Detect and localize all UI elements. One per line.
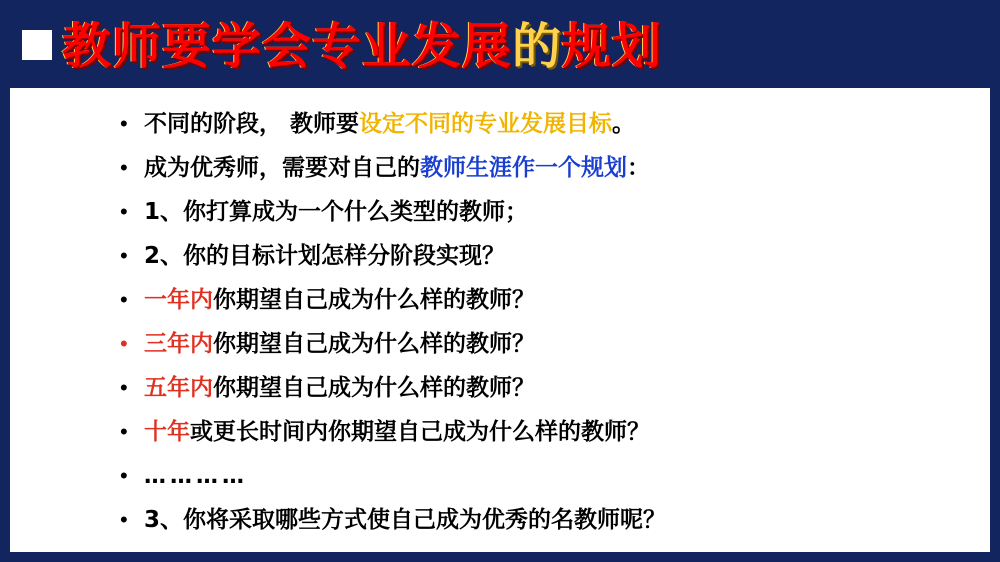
bullet-marker-icon: •	[120, 155, 128, 180]
bullet-marker-icon: •	[120, 243, 128, 268]
bullet-marker-icon: •	[120, 463, 128, 488]
slide-body	[10, 88, 990, 552]
bullet-line	[120, 102, 990, 146]
text-segment: 五年内	[144, 375, 213, 401]
text-segment: 设定不同的专业发展目标	[359, 111, 613, 137]
bullet-line	[120, 410, 990, 454]
text-segment: 你期望自己成为什么样的教师？	[213, 375, 535, 401]
bullet-line	[120, 190, 990, 234]
bullet-marker-icon: •	[120, 375, 128, 400]
bullet-text	[144, 146, 650, 190]
bullet-marker-icon: •	[120, 331, 128, 356]
text-segment: 三年内	[144, 331, 213, 357]
text-segment: 。	[612, 111, 636, 137]
text-segment: 3、你将采取哪些方式使自己成为优秀的名教师呢？	[144, 507, 667, 533]
text-segment: ：	[627, 155, 650, 181]
bullet-text	[144, 102, 635, 146]
text-segment: 一年内	[144, 287, 213, 313]
bullet-marker-icon: •	[120, 419, 128, 444]
bullet-line	[120, 234, 990, 278]
bullet-text	[144, 322, 535, 366]
bullet-line	[120, 366, 990, 410]
text-segment: 不同的阶段， 教师要	[144, 111, 360, 137]
text-segment: 成为优秀师，需要对自己的	[144, 155, 420, 181]
bullet-text	[144, 498, 666, 542]
bullet-line	[120, 454, 990, 498]
slide-title-bar	[0, 0, 1000, 88]
bullet-marker-icon: •	[120, 111, 128, 136]
bullet-text	[144, 454, 248, 499]
title-segment: 教师要学会专业发展	[62, 18, 513, 75]
bullet-marker-icon: •	[120, 199, 128, 224]
text-segment: 教师生涯作一个规划	[420, 155, 627, 181]
square-marker-icon	[22, 30, 52, 60]
bullet-line	[120, 322, 990, 366]
text-segment: 或更长时间内你期望自己成为什么样的教师？	[190, 419, 650, 445]
bullet-text	[144, 278, 535, 322]
bullet-text	[144, 366, 535, 410]
text-segment: 1、你打算成为一个什么类型的教师；	[144, 199, 529, 225]
bullet-line	[120, 278, 990, 322]
text-segment: 2、你的目标计划怎样分阶段实现？	[144, 243, 506, 269]
title-segment: 的	[512, 18, 563, 75]
bullet-line	[120, 146, 990, 190]
text-segment: 你期望自己成为什么样的教师？	[213, 331, 535, 357]
bullet-text	[144, 190, 528, 234]
text-segment: …………	[144, 464, 248, 489]
page-title	[62, 8, 662, 78]
bullet-text	[144, 410, 650, 454]
bullet-marker-icon: •	[120, 287, 128, 312]
bullet-line	[120, 498, 990, 542]
bullet-text	[144, 234, 505, 278]
title-segment: 规划	[562, 18, 663, 75]
text-segment: 你期望自己成为什么样的教师？	[213, 287, 535, 313]
bullet-marker-icon: •	[120, 507, 128, 532]
text-segment: 十年	[144, 419, 190, 445]
